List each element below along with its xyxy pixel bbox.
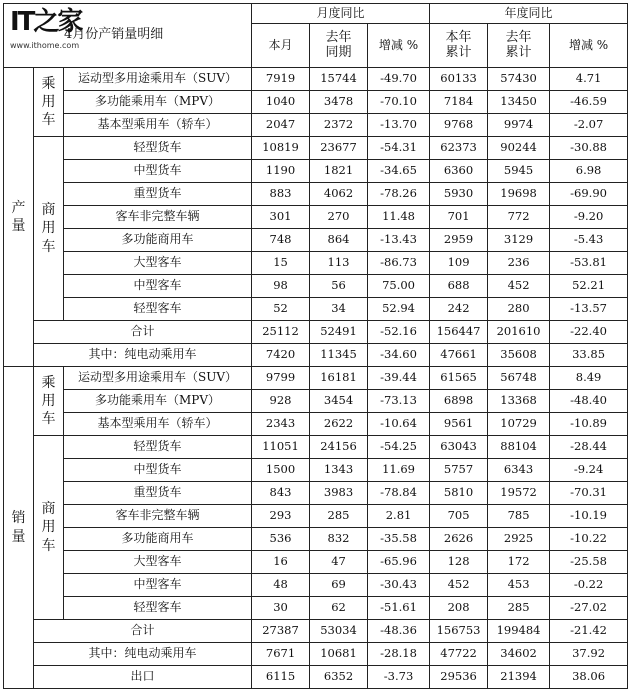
- cell-month-ly: 62: [310, 597, 368, 620]
- cell-month-ly: 11345: [310, 344, 368, 367]
- row-label: 轻型货车: [64, 137, 252, 160]
- cell-month-ly: 16181: [310, 367, 368, 390]
- cell-ytd-ly: 88104: [488, 436, 550, 459]
- cell-month: 10819: [252, 137, 310, 160]
- cell-month: 6115: [252, 666, 310, 689]
- row-label: 中型客车: [64, 574, 252, 597]
- cell-month: 1190: [252, 160, 310, 183]
- table-row: [4, 528, 628, 551]
- cell-ytd-change: 37.92: [550, 643, 628, 666]
- cell-ytd-change: 8.49: [550, 367, 628, 390]
- cell-ytd: 6360: [430, 160, 488, 183]
- cell-month: 301: [252, 206, 310, 229]
- cell-month: 30: [252, 597, 310, 620]
- cell-ytd-change: 52.21: [550, 275, 628, 298]
- cell-ytd: 47722: [430, 643, 488, 666]
- table-row: [4, 436, 628, 459]
- cell-ytd-ly: 172: [488, 551, 550, 574]
- table-row: [4, 183, 628, 206]
- cell-month-change: -49.70: [368, 68, 430, 91]
- cell-month: 7420: [252, 344, 310, 367]
- cell-ytd-ly: 56748: [488, 367, 550, 390]
- cell-month-change: -39.44: [368, 367, 430, 390]
- row-label: 中型客车: [64, 275, 252, 298]
- table-row: [4, 68, 628, 91]
- cell-ytd-ly: 13368: [488, 390, 550, 413]
- table-row: [4, 390, 628, 413]
- cell-ytd-change: -10.89: [550, 413, 628, 436]
- cell-month: 2047: [252, 114, 310, 137]
- row-label: 客车非完整车辆: [64, 505, 252, 528]
- table-row-export: [4, 666, 628, 689]
- cell-month-change: -86.73: [368, 252, 430, 275]
- cell-ytd-change: -0.22: [550, 574, 628, 597]
- cell-month: 27387: [252, 620, 310, 643]
- cell-month-change: -78.26: [368, 183, 430, 206]
- cell-month: 883: [252, 183, 310, 206]
- cell-ytd: 2626: [430, 528, 488, 551]
- cell-month-ly: 4062: [310, 183, 368, 206]
- cell-month-change: 11.48: [368, 206, 430, 229]
- table-title: 4月份产销量明细: [64, 27, 164, 42]
- cell-month: 98: [252, 275, 310, 298]
- cell-month: 9799: [252, 367, 310, 390]
- cell-month-change: -3.73: [368, 666, 430, 689]
- table-row: [4, 275, 628, 298]
- cell-month: 11051: [252, 436, 310, 459]
- cell-month: 1500: [252, 459, 310, 482]
- cell-month: 52: [252, 298, 310, 321]
- cell-ytd-change: -9.24: [550, 459, 628, 482]
- cell-ytd-change: -5.43: [550, 229, 628, 252]
- row-label: 中型货车: [64, 459, 252, 482]
- cell-month-change: -73.13: [368, 390, 430, 413]
- cell-month-ly: 34: [310, 298, 368, 321]
- row-label: 大型客车: [64, 252, 252, 275]
- cell-ytd: 63043: [430, 436, 488, 459]
- cell-ytd-change: 38.06: [550, 666, 628, 689]
- cell-ytd-change: -48.40: [550, 390, 628, 413]
- cell-ytd-ly: 201610: [488, 321, 550, 344]
- cell-ytd-ly: 785: [488, 505, 550, 528]
- cell-month-ly: 23677: [310, 137, 368, 160]
- row-label: 多功能商用车: [64, 528, 252, 551]
- cell-ytd-ly: 772: [488, 206, 550, 229]
- cell-month: 293: [252, 505, 310, 528]
- cell-month-ly: 24156: [310, 436, 368, 459]
- cell-month-ly: 3478: [310, 91, 368, 114]
- cell-ytd: 62373: [430, 137, 488, 160]
- row-label: 其中：纯电动乘用车: [34, 344, 252, 367]
- cell-ytd-change: -27.02: [550, 597, 628, 620]
- cell-month-ly: 2622: [310, 413, 368, 436]
- cell-ytd: 61565: [430, 367, 488, 390]
- logo-text: IT之家: [10, 7, 82, 37]
- cell-month: 1040: [252, 91, 310, 114]
- cell-ytd-change: -10.22: [550, 528, 628, 551]
- cell-month: 16: [252, 551, 310, 574]
- cell-month-ly: 69: [310, 574, 368, 597]
- cell-ytd: 6898: [430, 390, 488, 413]
- cell-ytd-change: -25.58: [550, 551, 628, 574]
- table-row: [4, 229, 628, 252]
- cell-ytd-ly: 19572: [488, 482, 550, 505]
- cell-ytd-ly: 280: [488, 298, 550, 321]
- cell-month-change: -54.31: [368, 137, 430, 160]
- cell-ytd: 208: [430, 597, 488, 620]
- cell-month-ly: 285: [310, 505, 368, 528]
- cell-month-change: -28.18: [368, 643, 430, 666]
- table-row: [4, 206, 628, 229]
- cell-month-ly: 47: [310, 551, 368, 574]
- ithome-logo: [10, 7, 82, 54]
- cell-month-ly: 53034: [310, 620, 368, 643]
- cell-ytd-change: -70.31: [550, 482, 628, 505]
- cell-ytd-ly: 199484: [488, 620, 550, 643]
- table-row: [4, 413, 628, 436]
- yearly-change-header: 增减 %: [550, 24, 628, 68]
- cell-month-change: -10.64: [368, 413, 430, 436]
- table-row-ev: [4, 344, 628, 367]
- cell-ytd: 156753: [430, 620, 488, 643]
- cell-month-ly: 6352: [310, 666, 368, 689]
- row-label: 重型货车: [64, 482, 252, 505]
- title-cell: [4, 4, 252, 68]
- table-row-total: [4, 620, 628, 643]
- cell-month: 928: [252, 390, 310, 413]
- row-label: 轻型客车: [64, 597, 252, 620]
- cell-ytd-ly: 21394: [488, 666, 550, 689]
- cell-ytd-ly: 236: [488, 252, 550, 275]
- cell-ytd: 242: [430, 298, 488, 321]
- cell-ytd: 5757: [430, 459, 488, 482]
- group-commercial: 商用车: [34, 137, 64, 321]
- cell-ytd-ly: 34602: [488, 643, 550, 666]
- monthly-change-header: 增减 %: [368, 24, 430, 68]
- cell-ytd-ly: 90244: [488, 137, 550, 160]
- row-label: 大型客车: [64, 551, 252, 574]
- cell-ytd: 5930: [430, 183, 488, 206]
- cell-month-change: -78.84: [368, 482, 430, 505]
- cell-ytd-ly: 6343: [488, 459, 550, 482]
- cell-month: 536: [252, 528, 310, 551]
- cell-ytd-ly: 3129: [488, 229, 550, 252]
- table-row: [4, 574, 628, 597]
- row-label: 多功能乘用车（MPV）: [64, 390, 252, 413]
- this-month-header: 本月: [252, 24, 310, 68]
- cell-ytd: 5810: [430, 482, 488, 505]
- cell-month-ly: 1821: [310, 160, 368, 183]
- cell-ytd-ly: 453: [488, 574, 550, 597]
- row-label: 其中：纯电动乘用车: [34, 643, 252, 666]
- group-commercial: 商用车: [34, 436, 64, 620]
- cell-ytd-change: -9.20: [550, 206, 628, 229]
- cell-month-ly: 832: [310, 528, 368, 551]
- cell-month: 843: [252, 482, 310, 505]
- ytd-header: 本年 累计: [430, 24, 488, 68]
- cell-month-change: -51.61: [368, 597, 430, 620]
- table-row: [4, 367, 628, 390]
- last-year-period-header: 去年 同期: [310, 24, 368, 68]
- row-label: 中型货车: [64, 160, 252, 183]
- row-label: 客车非完整车辆: [64, 206, 252, 229]
- cell-month-ly: 1343: [310, 459, 368, 482]
- cell-ytd-ly: 57430: [488, 68, 550, 91]
- cell-month-change: -30.43: [368, 574, 430, 597]
- cell-ytd-change: 4.71: [550, 68, 628, 91]
- yearly-group-header: 年度同比: [430, 4, 628, 24]
- table-row: [4, 551, 628, 574]
- group-passenger: 乘用车: [34, 68, 64, 137]
- cell-month-change: 2.81: [368, 505, 430, 528]
- section-production: 产量: [4, 68, 34, 367]
- cell-ytd-ly: 19698: [488, 183, 550, 206]
- table-row: [4, 160, 628, 183]
- cell-month-change: -34.65: [368, 160, 430, 183]
- cell-ytd: 688: [430, 275, 488, 298]
- row-label: 重型货车: [64, 183, 252, 206]
- table-row-total: [4, 321, 628, 344]
- table-row: [4, 505, 628, 528]
- logo-domain: www.ithome.com: [10, 41, 80, 50]
- table-row: [4, 482, 628, 505]
- cell-month: 48: [252, 574, 310, 597]
- cell-ytd-change: -53.81: [550, 252, 628, 275]
- cell-month-ly: 270: [310, 206, 368, 229]
- cell-ytd-change: 33.85: [550, 344, 628, 367]
- cell-ytd: 705: [430, 505, 488, 528]
- cell-ytd-change: -10.19: [550, 505, 628, 528]
- cell-ytd: 109: [430, 252, 488, 275]
- cell-month: 748: [252, 229, 310, 252]
- cell-ytd-change: -13.57: [550, 298, 628, 321]
- cell-ytd: 128: [430, 551, 488, 574]
- cell-month-change: -52.16: [368, 321, 430, 344]
- cell-month-change: -65.96: [368, 551, 430, 574]
- cell-month-ly: 56: [310, 275, 368, 298]
- row-label: 合计: [34, 321, 252, 344]
- row-label: 合计: [34, 620, 252, 643]
- cell-month-ly: 864: [310, 229, 368, 252]
- row-label: 运动型多用途乘用车（SUV）: [64, 367, 252, 390]
- production-sales-table: [3, 3, 628, 689]
- row-label: 轻型客车: [64, 298, 252, 321]
- cell-month-change: 52.94: [368, 298, 430, 321]
- group-passenger: 乘用车: [34, 367, 64, 436]
- cell-ytd-change: -46.59: [550, 91, 628, 114]
- cell-month: 15: [252, 252, 310, 275]
- cell-ytd-ly: 9974: [488, 114, 550, 137]
- table-row: [4, 459, 628, 482]
- row-label: 基本型乘用车（轿车）: [64, 413, 252, 436]
- cell-month: 7919: [252, 68, 310, 91]
- cell-month-ly: 113: [310, 252, 368, 275]
- table-row: [4, 298, 628, 321]
- cell-ytd-ly: 452: [488, 275, 550, 298]
- cell-month-change: -48.36: [368, 620, 430, 643]
- cell-ytd-ly: 285: [488, 597, 550, 620]
- row-label: 运动型多用途乘用车（SUV）: [64, 68, 252, 91]
- row-label: 轻型货车: [64, 436, 252, 459]
- last-year-ytd-header: 去年 累计: [488, 24, 550, 68]
- cell-month-change: -54.25: [368, 436, 430, 459]
- cell-ytd: 47661: [430, 344, 488, 367]
- cell-ytd-ly: 5945: [488, 160, 550, 183]
- cell-ytd: 29536: [430, 666, 488, 689]
- table-row: [4, 114, 628, 137]
- cell-month: 7671: [252, 643, 310, 666]
- cell-ytd-change: -30.88: [550, 137, 628, 160]
- cell-ytd-change: -22.40: [550, 321, 628, 344]
- cell-month-ly: 3983: [310, 482, 368, 505]
- table-row: [4, 137, 628, 160]
- cell-ytd: 452: [430, 574, 488, 597]
- cell-month-change: -34.60: [368, 344, 430, 367]
- cell-ytd: 60133: [430, 68, 488, 91]
- table-row: [4, 91, 628, 114]
- cell-ytd: 9561: [430, 413, 488, 436]
- table-row-ev: [4, 643, 628, 666]
- cell-ytd-change: -21.42: [550, 620, 628, 643]
- cell-ytd-ly: 35608: [488, 344, 550, 367]
- cell-ytd-ly: 10729: [488, 413, 550, 436]
- cell-ytd: 7184: [430, 91, 488, 114]
- cell-ytd: 2959: [430, 229, 488, 252]
- cell-month-ly: 10681: [310, 643, 368, 666]
- row-label: 出口: [34, 666, 252, 689]
- cell-month-change: -13.43: [368, 229, 430, 252]
- cell-ytd-ly: 13450: [488, 91, 550, 114]
- cell-month-ly: 15744: [310, 68, 368, 91]
- cell-ytd: 701: [430, 206, 488, 229]
- cell-ytd-change: -28.44: [550, 436, 628, 459]
- row-label: 多功能乘用车（MPV）: [64, 91, 252, 114]
- table-row: [4, 252, 628, 275]
- row-label: 基本型乘用车（轿车）: [64, 114, 252, 137]
- cell-month: 2343: [252, 413, 310, 436]
- row-label: 多功能商用车: [64, 229, 252, 252]
- cell-month-ly: 3454: [310, 390, 368, 413]
- cell-ytd: 156447: [430, 321, 488, 344]
- table-row: [4, 597, 628, 620]
- cell-month-ly: 2372: [310, 114, 368, 137]
- cell-month-change: -35.58: [368, 528, 430, 551]
- cell-month-change: 11.69: [368, 459, 430, 482]
- cell-month-ly: 52491: [310, 321, 368, 344]
- cell-month-change: -13.70: [368, 114, 430, 137]
- cell-month-change: -70.10: [368, 91, 430, 114]
- cell-month-change: 75.00: [368, 275, 430, 298]
- monthly-group-header: 月度同比: [252, 4, 430, 24]
- section-sales: 销量: [4, 367, 34, 689]
- cell-month: 25112: [252, 321, 310, 344]
- cell-ytd-ly: 2925: [488, 528, 550, 551]
- cell-ytd-change: 6.98: [550, 160, 628, 183]
- cell-ytd: 9768: [430, 114, 488, 137]
- cell-ytd-change: -2.07: [550, 114, 628, 137]
- cell-ytd-change: -69.90: [550, 183, 628, 206]
